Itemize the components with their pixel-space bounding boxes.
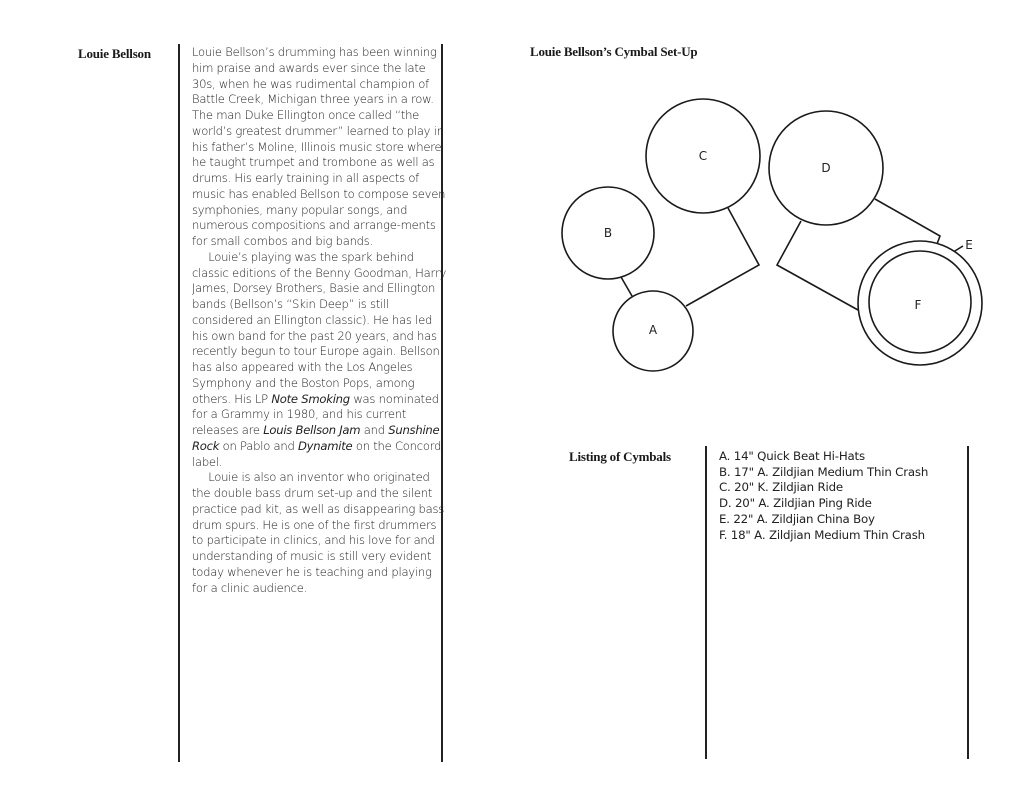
release-title: Sunshine Rock (192, 423, 440, 453)
list-item: F. 18" A. Zildjian Medium Thin Crash (719, 527, 925, 542)
text-run: on the Concord label. (192, 438, 442, 469)
release-title: Dynamite (298, 438, 353, 453)
label-a: A (648, 323, 658, 337)
list-item: E. 22" A. Zildjian China Boy (719, 511, 875, 526)
arm-d-f (777, 221, 858, 310)
text-run: on Pablo and (219, 438, 298, 453)
arm-b-a (621, 277, 632, 296)
arm-c-a (686, 208, 759, 306)
text-run: Louie’s playing was the spark behind classic editions of the Benny Goodman, Harry James, Dorsey Brothers, Basie and Ellington bands (Bellson’s “Skin Deep” is still considered an Ellington classic). He has led his own band for the past 20 years, and has recently begun to tour Europe again. Bellson has also appeared with the Los Angeles Symphony and the Boston Pops, among others. His LP (192, 249, 447, 406)
label-f: F (914, 298, 922, 312)
label-b: B (603, 226, 613, 240)
arm-d-e (875, 199, 940, 244)
diagram-title: Louie Bellson’s Cymbal Set-Up (530, 44, 698, 59)
release-title: Louis Bellson Jam (263, 423, 361, 437)
listing-rule-right (967, 446, 969, 759)
label-c: C (698, 149, 708, 163)
text-run: was nominated for a Grammy in 1980, and his current releases are (192, 391, 439, 437)
list-item: D. 20" A. Zildjian Ping Ride (719, 496, 872, 511)
listing-heading: Listing of Cymbals (569, 449, 671, 464)
list-item: C. 20" K. Zildjian Ride (719, 480, 843, 495)
text-run: and (360, 423, 389, 437)
left-heading: Louie Bellson (78, 46, 151, 61)
biography-paragraph-3: Louie is also an inventor who originated the double bass drum set-up and the silent practice pad kit, as well as disappearing bass drum spurs. He is one of the first drummers to participate in clinics, and his love for and understanding of music is still very evident today whenever he is teaching and playing for a clinic audience. (192, 470, 445, 595)
cymbal-list (719, 449, 928, 543)
list-item: A. 14" Quick Beat Hi-Hats (719, 449, 865, 463)
biography-paragraph-1: Louie Bellson’s drumming has been winning him praise and awards ever since the late 30s, when he was rudimental champion of Battle Creek, Michigan three years in a row. The man Duke Ellington once called “the world’s greatest drummer” learned to play in his father’s Moline, Illinois music store where he taught trumpet and trombone as well as drums. His early training in all aspects of music has enabled Bellson to compose seven symphonies, many popular songs, and numerous compositions and arrange-ments for small combos and big bands. (192, 45, 446, 248)
list-item: B. 17" A. Zildjian Medium Thin Crash (719, 464, 929, 479)
label-d: D (821, 161, 831, 175)
listing-rule-left (705, 446, 707, 759)
lp-title: Note Smoking (271, 391, 350, 406)
label-e: E (965, 238, 973, 252)
